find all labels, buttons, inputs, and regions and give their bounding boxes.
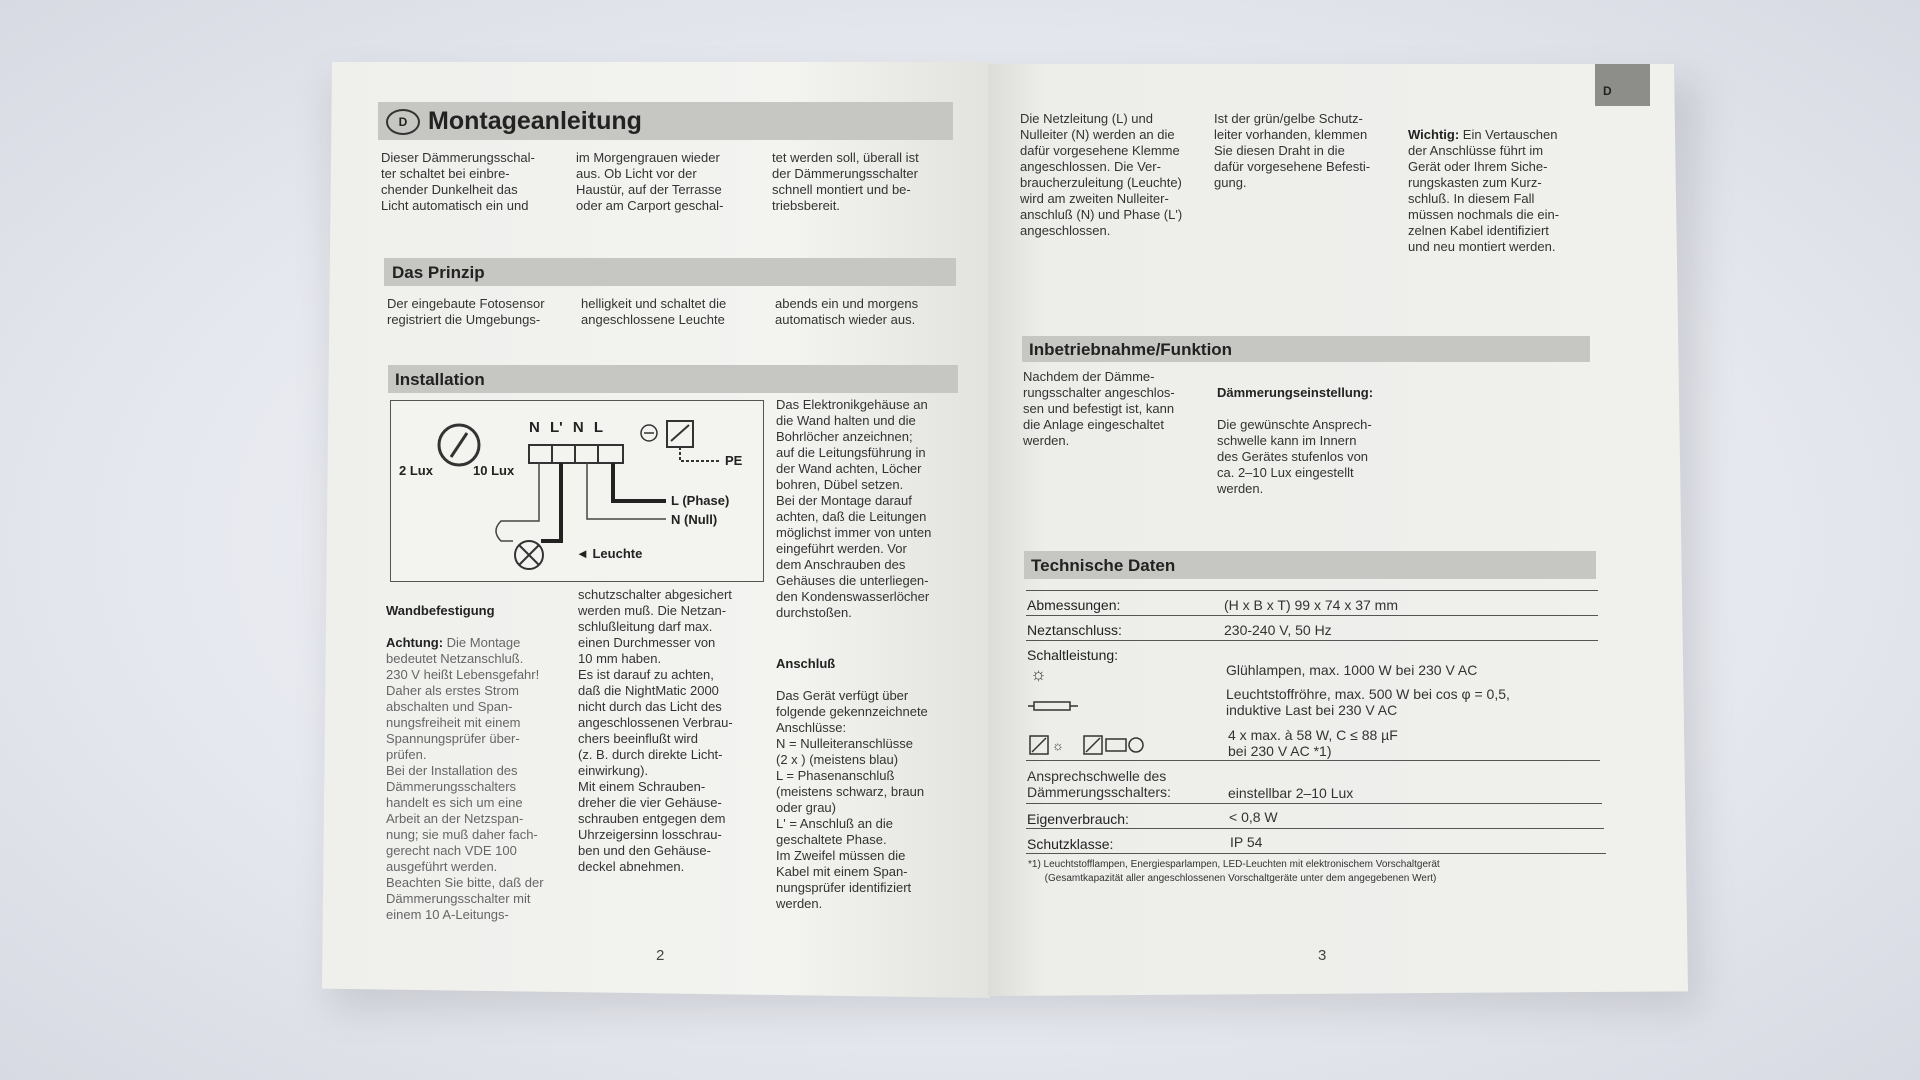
page-title-text: Montageanleitung bbox=[428, 107, 642, 135]
intro-col-1: Dieser Dämmerungsschal- ter schaltet bei einbre- chender Dunkelheit das Licht automatisch ein und bbox=[381, 150, 535, 213]
wiring-diagram bbox=[390, 400, 764, 582]
lamp-label: ◄ Leuchte bbox=[576, 546, 643, 561]
install-col-3: Das Elektronikgehäuse an die Wand halten und die Bohrlöcher anzeichnen; auf die Leitungsführung in der Wand achten, Löcher bohren, Dübel setzen. Bei der Montage darauf achten, daß die Leitungen möglichst immer von unten eingeführt werden. Vor dem Anschrauben des Gehäuses die unterliegen- den Kondenswasserlöcher durchstoßen. bbox=[776, 397, 932, 620]
inbetrieb-title: Inbetriebnahme/Funktion bbox=[1029, 340, 1233, 359]
led-energy-saving-icon bbox=[1028, 734, 1152, 756]
anschluss-text: Das Gerät verfügt über folgende gekennzeichnete Anschlüsse: N = Nulleiteranschlüsse (2 x ) (meistens blau) L = Phasenanschluß (meistens schwarz, braun oder grau) L' = Anschluß an die geschaltete Phase. Im Zweifel müssen die Kabel mit einem Span- nungsprüfer identifiziert werden. bbox=[776, 688, 928, 911]
tech-row-value: Leuchtstoffröhre, max. 500 W bei cos φ = 0,5, induktive Last bei 230 V AC bbox=[1226, 686, 1510, 718]
wand-section bbox=[386, 587, 576, 923]
intro-col-3: tet werden soll, überall ist der Dämmerungsschalter schnell montiert und be- triebsbereit. bbox=[772, 150, 919, 213]
tech-rule bbox=[1026, 590, 1598, 591]
page-number-left: 2 bbox=[656, 947, 665, 964]
wand-warn-label: Achtung: bbox=[386, 635, 444, 650]
tech-rule bbox=[1026, 615, 1598, 616]
tech-row-value: IP 54 bbox=[1230, 834, 1263, 850]
page-title bbox=[386, 107, 642, 136]
tech-row-value: Glühlampen, max. 1000 W bei 230 V AC bbox=[1226, 662, 1478, 678]
tech-row-label: Eigenverbrauch: bbox=[1027, 811, 1129, 827]
connect-col-1: Die Netzleitung (L) und Nulleiter (N) werden an die dafür vorgesehene Klemme angeschlossen. Die Ver- braucherzuleitung (Leuchte) wird am zweiten Nulleiter- anschluß (N) und Phase (L') angeschlossen. bbox=[1020, 111, 1183, 238]
prinzip-title: Das Prinzip bbox=[392, 263, 485, 282]
tech-rule bbox=[1026, 828, 1604, 829]
installation-title: Installation bbox=[395, 370, 485, 389]
tech-row-value: < 0,8 W bbox=[1229, 809, 1278, 825]
connect-col-2: Ist der grün/gelbe Schutz- leiter vorhanden, klemmen Sie diesen Draht in die dafür vorgesehene Befesti- gung. bbox=[1214, 111, 1371, 190]
tech-row-label: Neztanschluss: bbox=[1027, 622, 1122, 638]
prinzip-col-2: helligkeit und schaltet die angeschlossene Leuchte bbox=[581, 296, 727, 327]
install-col-2: schutzschalter abgesichert werden muß. Die Netzan- schlußleitung darf max. einen Durchmesser von 10 mm haben. Es ist darauf zu achten, daß die NightMatic 2000 nicht durch das Licht des angeschlossenen Verbrau- chers beeinflußt wird (z. B. durch direkte Licht- einwirkung). Mit einem Schrauben- dreher die vier Gehäuse- schrauben entgegen dem Uhrzeigersinn losschrau- ben und den Gehäuse- deckel abnehmen. bbox=[578, 587, 733, 874]
tech-row-value: 4 x max. à 58 W, C ≤ 88 µF bei 230 V AC *1) bbox=[1228, 727, 1398, 759]
tech-row-label: Abmessungen: bbox=[1027, 597, 1121, 613]
daemmer-title: Dämmerungseinstellung: bbox=[1217, 385, 1374, 400]
wichtig-text: Ein Vertauschen der Anschlüsse führt im Gerät oder Ihrem Siche- rungskasten zum Kurz- schluß. In diesem Fall müssen nochmals die ein- zelnen Kabel identifiziert und neu montiert werden. bbox=[1408, 127, 1560, 254]
wand-title: Wandbefestigung bbox=[386, 603, 495, 618]
tech-rule bbox=[1026, 760, 1600, 761]
wichtig-label: Wichtig: bbox=[1408, 127, 1460, 142]
page-number-right: 3 bbox=[1318, 947, 1327, 964]
pe-label: PE bbox=[725, 453, 743, 468]
phase-label: L (Phase) bbox=[671, 493, 730, 508]
anschluss-title: Anschluß bbox=[776, 656, 836, 671]
tech-rule bbox=[1026, 853, 1606, 854]
fluorescent-tube-icon bbox=[1028, 699, 1080, 713]
anschluss-section bbox=[776, 640, 966, 912]
null-label: N (Null) bbox=[671, 512, 718, 527]
tech-row-label: Schutzklasse: bbox=[1027, 836, 1114, 852]
intro-col-2: im Morgengrauen wieder aus. Ob Licht vor der Haustür, auf der Terrasse oder am Carport geschal- bbox=[576, 150, 724, 213]
connect-col-3 bbox=[1408, 111, 1598, 255]
tech-row-value: (H x B x T) 99 x 74 x 37 mm bbox=[1224, 597, 1399, 613]
tech-row-value: einstellbar 2–10 Lux bbox=[1228, 785, 1354, 801]
footnote: *1) Leuchtstofflampen, Energiesparlampen, LED-Leuchten mit elektronischem Vorschaltgerät (Gesamtkapazität aller angeschlossenen Vorschaltgeräte unter dem angegebenen Wert) bbox=[1028, 859, 1440, 884]
prinzip-col-1: Der eingebaute Fotosensor registriert die Umgebungs- bbox=[387, 296, 545, 327]
lux-min-label: 2 Lux bbox=[399, 463, 433, 478]
lux-max-label: 10 Lux bbox=[473, 463, 515, 478]
tech-title: Technische Daten bbox=[1031, 556, 1176, 575]
language-tab-letter: D bbox=[1603, 84, 1612, 98]
inbetrieb-text: Nachdem der Dämme- rungsschalter angeschlos- sen und befestigt ist, kann die Anlage eingeschaltet werden. bbox=[1023, 369, 1175, 448]
tech-row-label: Schaltleistung: bbox=[1027, 647, 1119, 663]
daemmer-section bbox=[1217, 369, 1407, 497]
svg-text:☼: ☼ bbox=[1052, 738, 1064, 753]
language-badge: D bbox=[386, 109, 420, 135]
tech-rule bbox=[1026, 803, 1602, 804]
tech-row-label: Ansprechschwelle des Dämmerungsschalters: bbox=[1027, 768, 1171, 800]
bulb-icon: ☼ bbox=[1030, 664, 1047, 684]
daemmer-text: Die gewünschte Ansprech- schwelle kann im Innern des Gerätes stufenlos von ca. 2–10 Lux eingestellt werden. bbox=[1217, 417, 1372, 496]
tech-row-value: 230-240 V, 50 Hz bbox=[1224, 622, 1332, 638]
prinzip-col-3: abends ein und morgens automatisch wieder aus. bbox=[775, 296, 919, 327]
wand-warn-text: Die Montage bedeutet Netzanschluß. 230 V heißt Lebensgefahr! Daher als erstes Strom abschalten und Span- nungsfreiheit mit einem Spannungsprüfer über- prüfen. Bei der Installation des Dämmerungsschalters handelt es sich um eine Arbeit an der Netzspan- nung; sie muß daher fach- gerecht nach VDE 100 ausgeführt werden. Beachten Sie bitte, daß der Dämmerungsschalter mit einem 10 A-Leitungs- bbox=[386, 635, 544, 922]
terminal-labels: N L' N L bbox=[529, 419, 604, 436]
tech-rule bbox=[1026, 640, 1598, 641]
